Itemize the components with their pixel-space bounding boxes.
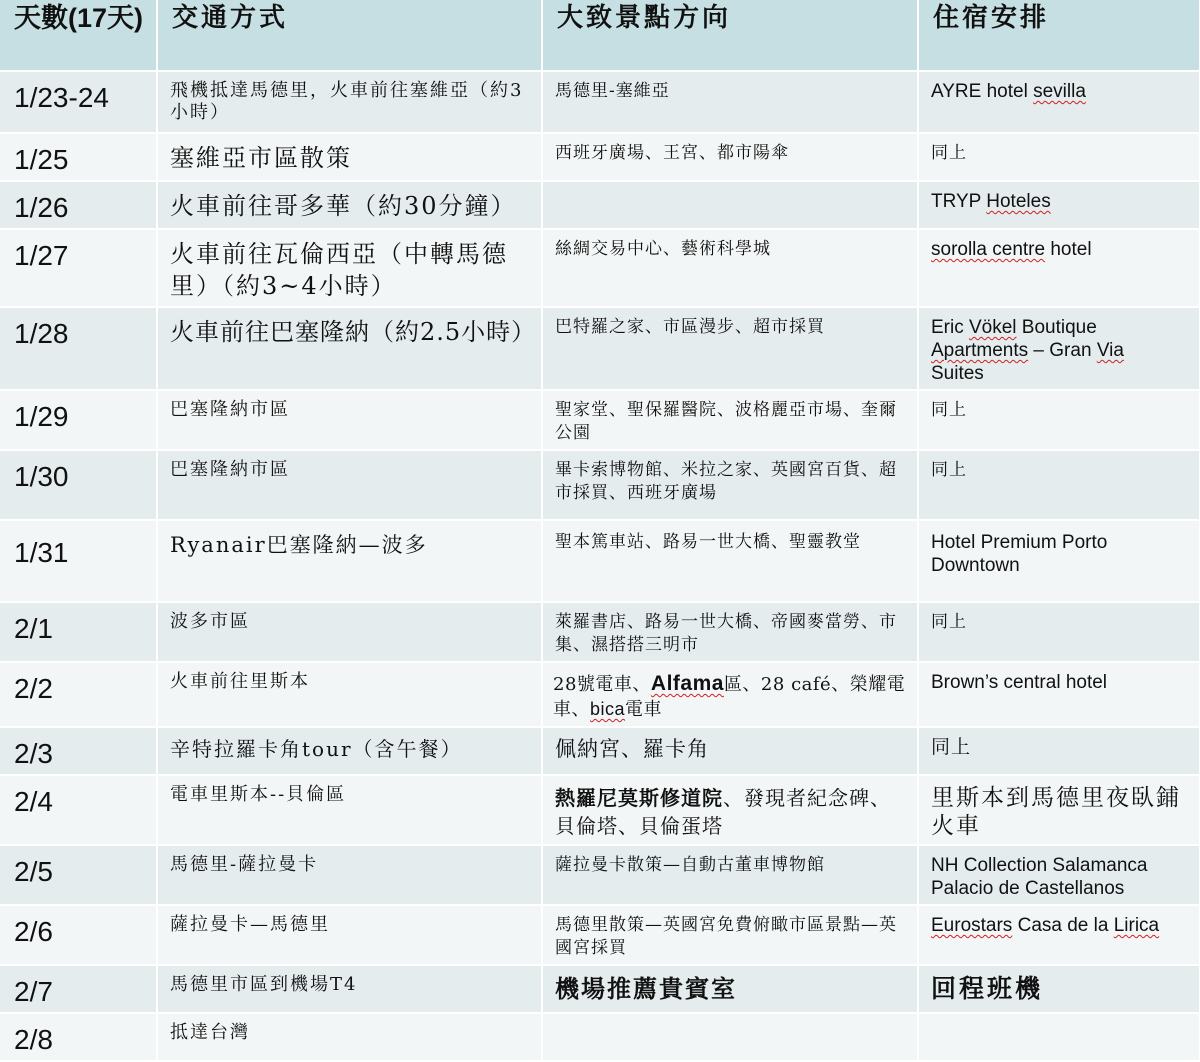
header-hotel: 住宿安排 [918,0,1200,71]
hotel-cell [918,845,1200,905]
day-cell: 1/27 [0,229,157,307]
table-row [0,905,1200,965]
hotel-text-flagged: Eurostars [931,915,1013,936]
transport-cell: 火車前往瓦倫西亞（中轉馬德里）（約3~4小時） [157,229,542,307]
spots-cell: 佩納宮、羅卡角 [542,727,918,775]
hotel-cell: Brown’s central hotel [918,662,1200,727]
hotel-text-flagged: sevilla [1033,81,1086,102]
header-row [0,0,1200,71]
transport-cell: 薩拉曼卡—馬德里 [157,905,542,965]
hotel-cell [918,307,1200,390]
spots-cell [542,662,918,727]
day-cell: 2/2 [0,662,157,727]
table-row [0,965,1200,1013]
day-cell: 2/4 [0,775,157,845]
spots-text: 28號電車、 [553,674,651,695]
transport-cell: 飛機抵達馬德里，火車前往塞維亞（約3小時） [157,71,542,133]
hotel-text-flagged: Lirica [1113,915,1160,936]
hotel-text: NH Collection Salamanca [931,855,1148,876]
header-spots: 大致景點方向 [542,0,918,71]
hotel-cell [918,229,1200,307]
day-cell: 1/25 [0,133,157,181]
hotel-cell [918,520,1200,602]
spots-cell: 薩拉曼卡散策—自動古董車博物館 [542,845,918,905]
spots-cell: 巴特羅之家、市區漫步、超市採買 [542,307,918,390]
spots-cell: 聖家堂、聖保羅醫院、波格麗亞市場、奎爾公園 [542,390,918,450]
spots-cell: 馬德里-塞維亞 [542,71,918,133]
transport-cell: 馬德里市區到機場T4 [157,965,542,1013]
hotel-cell: 里斯本到馬德里夜臥鋪火車 [918,775,1200,845]
hotel-text: Palacio de Castellanos [931,878,1125,899]
hotel-text: Eric [931,317,969,338]
hotel-text: – Gran [1028,340,1097,361]
hotel-text: Casa de la [1012,915,1114,936]
hotel-text: Boutique [1016,317,1097,338]
transport-cell: 火車前往里斯本 [157,662,542,727]
hotel-text: Downtown [931,555,1020,576]
table-row [0,845,1200,905]
hotel-text: AYRE hotel [931,81,1034,102]
header-day: 天數(17天) [0,0,157,71]
day-cell: 2/6 [0,905,157,965]
transport-cell: 電車里斯本--貝倫區 [157,775,542,845]
day-cell: 2/5 [0,845,157,905]
transport-cell: 馬德里-薩拉曼卡 [157,845,542,905]
table-row [0,775,1200,845]
hotel-text: hotel [1045,239,1092,260]
spots-cell: 畢卡索博物館、米拉之家、英國宮百貨、超市採買、西班牙廣場 [542,450,918,520]
hotel-text: Hotel Premium Porto [931,532,1108,553]
table-row [0,133,1200,181]
table-row [0,662,1200,727]
day-cell: 1/31 [0,520,157,602]
day-cell: 2/3 [0,727,157,775]
transport-cell: 抵達台灣 [157,1013,542,1061]
transport-cell: 巴塞隆納市區 [157,450,542,520]
table-row [0,1013,1200,1061]
table-row [0,390,1200,450]
hotel-text-flagged: Via [1096,340,1124,361]
spots-cell [542,775,918,845]
spots-cell: 絲綢交易中心、藝術科學城 [542,229,918,307]
spots-text-bold: 熱羅尼莫斯修道院 [555,786,723,810]
transport-cell: 巴塞隆納市區 [157,390,542,450]
spots-cell [542,1013,918,1061]
hotel-cell: 同上 [918,133,1200,181]
day-cell: 1/23-24 [0,71,157,133]
spots-cell: 萊羅書店、路易一世大橋、帝國麥當勞、市集、濕搭搭三明市 [542,602,918,662]
hotel-cell [918,181,1200,229]
hotel-cell [918,71,1200,133]
table-row [0,181,1200,229]
hotel-text-flagged: Vökel [969,317,1017,338]
day-cell: 2/7 [0,965,157,1013]
hotel-text: Suites [931,363,984,384]
spots-text-flagged: Alfama [650,672,724,695]
spots-cell: 機場推薦貴賓室 [542,965,918,1013]
spots-cell: 馬德里散策—英國宮免費俯瞰市區景點—英國宮採買 [542,905,918,965]
hotel-cell: 同上 [918,727,1200,775]
transport-cell: 波多市區 [157,602,542,662]
spots-cell [542,181,918,229]
transport-cell: 火車前往哥多華（約30分鐘） [157,181,542,229]
table-row [0,602,1200,662]
spots-text: 電車 [625,699,663,720]
hotel-cell: 同上 [918,450,1200,520]
transport-cell: 塞維亞市區散策 [157,133,542,181]
day-cell: 1/26 [0,181,157,229]
day-cell: 1/29 [0,390,157,450]
spots-cell: 西班牙廣場、王宮、都市陽傘 [542,133,918,181]
day-cell: 2/8 [0,1013,157,1061]
table-row [0,229,1200,307]
spots-text-flagged: bica [590,699,626,719]
spots-text: 、發現者紀念碑、貝倫塔、貝倫蛋塔 [555,786,891,838]
spots-cell: 聖本篤車站、路易一世大橋、聖靈教堂 [542,520,918,602]
hotel-text-flagged: Apartments [931,340,1029,361]
hotel-text: TRYP [931,191,987,212]
day-cell: 1/30 [0,450,157,520]
header-transport: 交通方式 [157,0,542,71]
table-row [0,307,1200,390]
hotel-cell: 同上 [918,390,1200,450]
day-cell: 2/1 [0,602,157,662]
hotel-cell: 同上 [918,602,1200,662]
hotel-cell [918,1013,1200,1061]
day-cell: 1/28 [0,307,157,390]
hotel-text-flagged: sorolla centre [931,239,1046,260]
transport-cell: Ryanair巴塞隆納—波多 [157,520,542,602]
hotel-cell: 回程班機 [918,965,1200,1013]
table-row [0,520,1200,602]
table-row [0,727,1200,775]
transport-cell: 辛特拉羅卡角tour（含午餐） [157,727,542,775]
table-row [0,71,1200,133]
table-row [0,450,1200,520]
spots-text: 區、28 café、榮耀電車、 [553,674,906,720]
hotel-cell [918,905,1200,965]
hotel-text-flagged: Hoteles [986,191,1051,212]
transport-cell: 火車前往巴塞隆納（約2.5小時） [157,307,542,390]
